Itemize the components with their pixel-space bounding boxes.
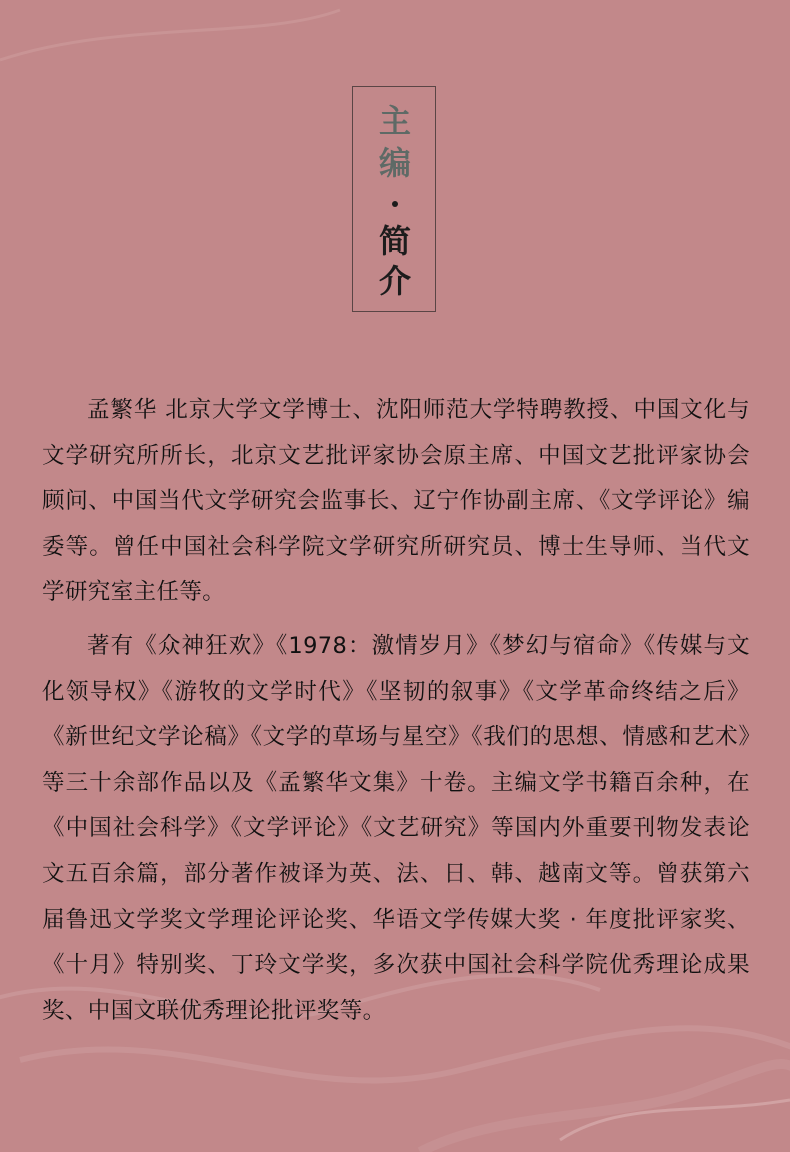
title-char-1: 主 xyxy=(378,102,411,140)
title-char-2: 编 xyxy=(378,144,411,182)
bio-paragraph: 孟繁华 北京大学文学博士、沈阳师范大学特聘教授、中国文化与文学研究所所长，北京文艺批评家协会原主席、中国文艺批评家协会顾问、中国当代文学研究会监事长、辽宁作协副主席、《文学评论》编委等。曾任中国社会科学院文学研究所研究员、博士生导师、当代文学研究室主任等。 xyxy=(42,397,750,606)
title-char-4: 介 xyxy=(378,262,411,300)
title-box xyxy=(352,86,436,312)
title-separator-dot xyxy=(392,201,398,207)
works-paragraph: 著有《众神狂欢》《1978：激情岁月》《梦幻与宿命》《传媒与文化领导权》《游牧的文学时代》《坚韧的叙事》《文学革命终结之后》《新世纪文学论稿》《文学的草场与星空》《我们的思想、情感和艺术》等三十余部作品以及《孟繁华文集》十卷。主编文学书籍百余种，在《中国社会科学》《文学评论》《文艺研究》等国内外重要刊物发表论文五百余篇，部分著作被译为英、法、日、韩、越南文等。曾获第六届鲁迅文学奖文学理论评论奖、华语文学传媒大奖 · 年度批评家奖、《十月》特别奖、丁玲文学奖，多次获中国社会科学院优秀理论成果奖、中国文联优秀理论批评奖等。 xyxy=(42,633,750,1024)
title-char-3: 简 xyxy=(378,222,411,260)
